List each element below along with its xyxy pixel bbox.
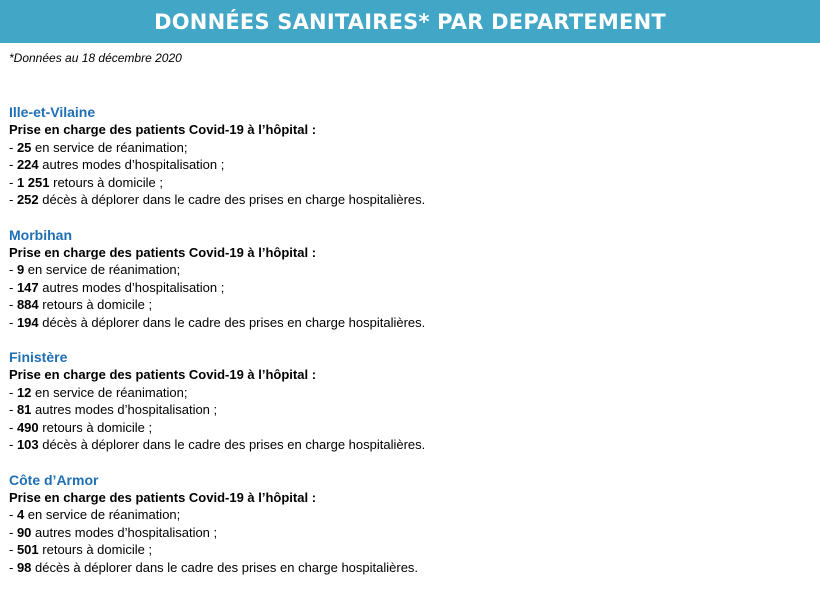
department-name: Finistère [9,349,68,365]
stat-line-deces: - 98 décès à déplorer dans le cadre des prises en charge hospitalières. [9,559,419,575]
stat-value: 98 [16,559,32,575]
department-finistere [9,348,809,454]
department-heading: Prise en charge des patients Covid-19 à l’hôpital : [9,489,317,505]
stat-value: 81 [16,402,32,417]
stat-line-reanimation: - 9 en service de réanimation; [9,262,181,277]
stat-line-retours: - 490 retours à domicile ; [9,419,153,435]
stat-line-deces: - 194 décès à déplorer dans le cadre des prises en charge hospitalières. [9,314,426,330]
stat-value: 12 [16,384,32,400]
department-ille-et-vilaine [9,103,809,209]
stat-value: 1 251 [16,174,50,190]
stat-line-retours: - 501 retours à domicile ; [9,542,153,557]
department-morbihan [9,226,809,332]
stat-value: 501 [16,542,39,557]
stat-value: 490 [16,419,39,435]
department-name: Ille-et-Vilaine [9,104,96,120]
stat-line-hospitalisation: - 81 autres modes d’hospitalisation ; [9,402,218,417]
stat-value: 9 [16,262,25,277]
stat-value: 90 [16,524,32,540]
page-title-banner [0,0,820,43]
page-title: DONNÉES SANITAIRES* PAR DEPARTEMENT [154,9,666,34]
stat-value: 194 [16,314,39,330]
stat-value: 4 [16,507,25,522]
stat-line-hospitalisation: - 224 autres modes d’hospitalisation ; [9,157,225,172]
department-name: Côte d’Armor [9,471,99,488]
stat-value: 884 [16,297,39,312]
stat-line-retours: - 1 251 retours à domicile ; [9,174,163,190]
department-heading: Prise en charge des patients Covid-19 à l’hôpital : [9,244,317,260]
data-date-note: *Données au 18 décembre 2020 [9,51,182,65]
stat-line-hospitalisation: - 147 autres modes d’hospitalisation ; [9,279,225,295]
stat-line-deces: - 252 décès à déplorer dans le cadre des prises en charge hospitalières. [9,192,426,207]
stat-line-hospitalisation: - 90 autres modes d’hospitalisation ; [9,524,218,540]
stat-line-reanimation: - 12 en service de réanimation; [9,384,188,400]
stat-value: 103 [16,437,39,452]
department-name: Morbihan [9,226,72,243]
departments-list [9,103,809,593]
stat-value: 224 [16,157,39,172]
stat-value: 147 [16,279,39,295]
department-heading: Prise en charge des patients Covid-19 à l’hôpital : [9,122,317,137]
stat-value: 252 [16,192,39,207]
stat-line-retours: - 884 retours à domicile ; [9,297,153,312]
stat-line-deces: - 103 décès à déplorer dans le cadre des prises en charge hospitalières. [9,437,426,452]
stat-line-reanimation: - 4 en service de réanimation; [9,507,181,522]
department-cote-d-armor [9,471,809,577]
stat-line-reanimation: - 25 en service de réanimation; [9,139,188,155]
stat-value: 25 [16,139,32,155]
department-heading: Prise en charge des patients Covid-19 à l’hôpital : [9,367,317,382]
